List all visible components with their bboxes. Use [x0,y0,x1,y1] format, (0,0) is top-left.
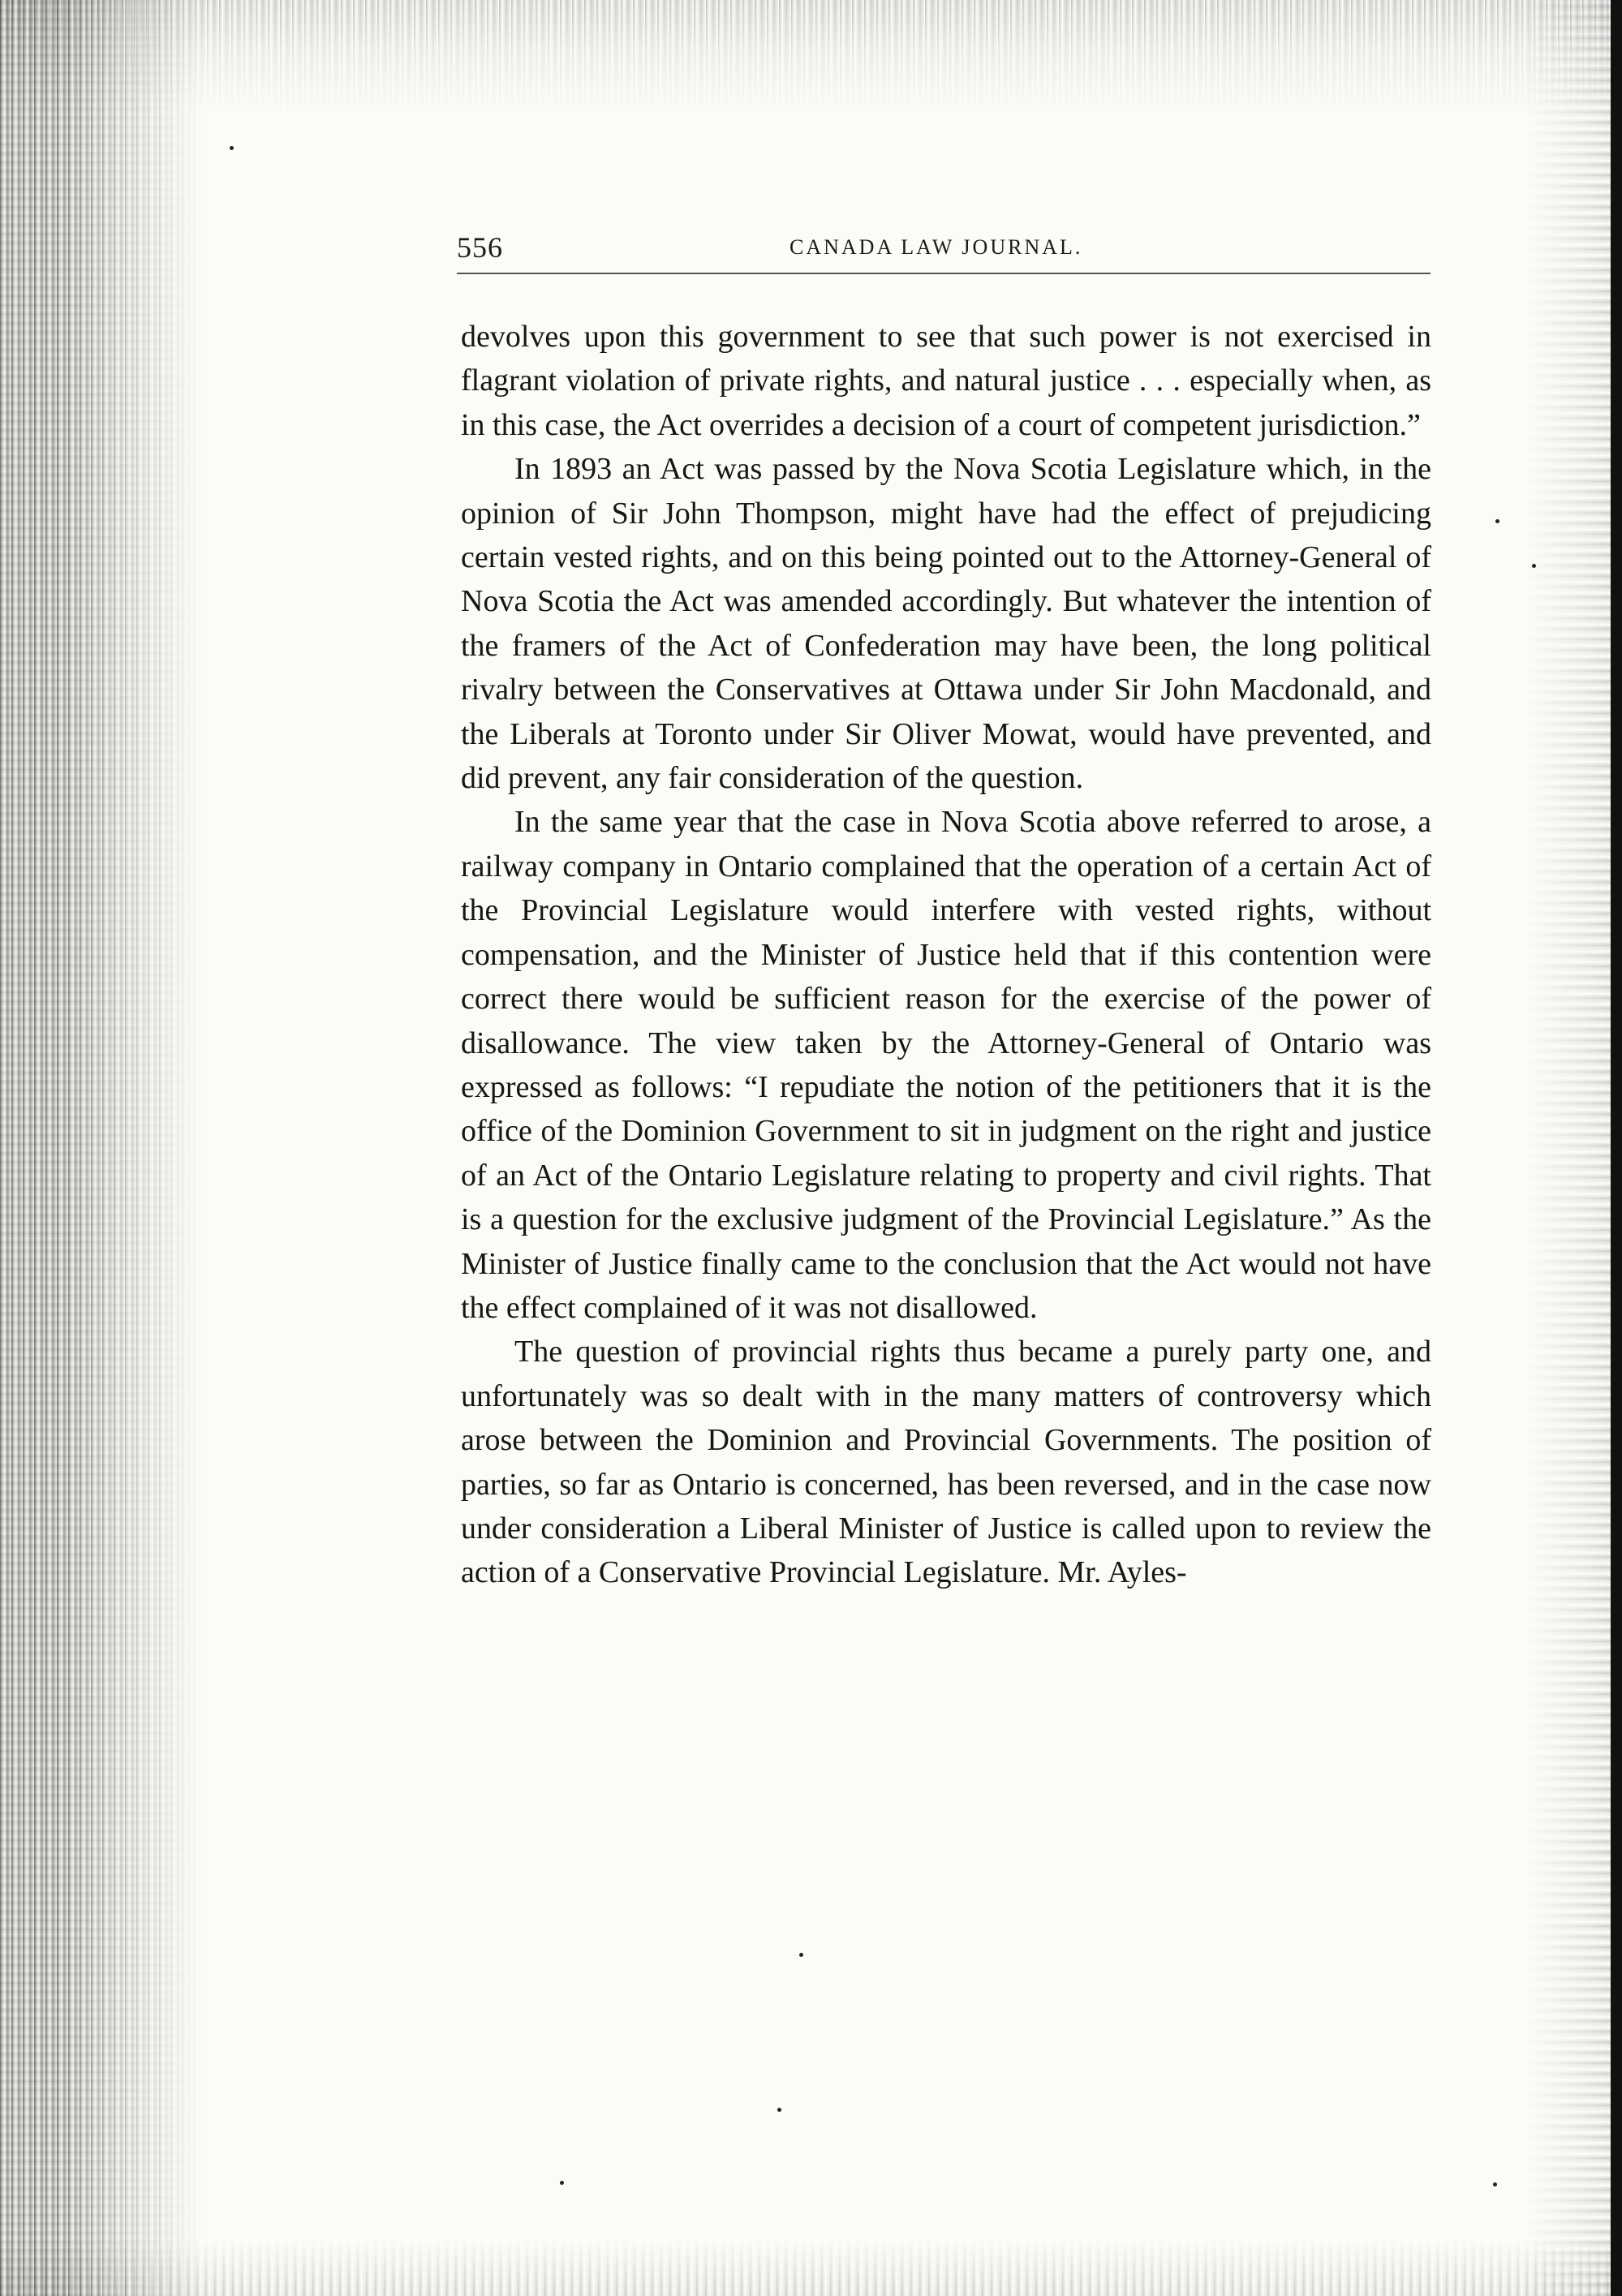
scan-edge-right [1611,0,1622,2296]
scan-shadow-top [0,0,1622,114]
page-header [457,230,1431,279]
scan-speck [230,146,234,150]
scan-speck [1493,2182,1497,2186]
paragraph: The question of provincial rights thus became a purely party one, and unfortunately was so dealt with in the many matters of controversy which arose between the Dominion and Provincial Governments. The position of parties, so far as Ontario is concerned, has been reversed, and in the case now under consideration a Liberal Minister of Justice is called upon to review the action of a Conservative Provincial Legislature. Mr. Ayles- [461,1335,1431,1590]
scan-speck [560,2181,564,2185]
scan-speck [1495,519,1499,523]
paragraph: In the same year that the case in Nova Scotia above referred to arose, a railway company in Ontario complained that the operation of a certain Act of the Provincial Legislature would interfere with vested rights, without compensation, and the Minister of Justice held that if this contention were correct there would be sufficient reason for the exercise of the power of disallowance. The view taken by the Attorney-General of Ontario was expressed as follows: “I repudiate the notion of the petitioners that it is the office of the Dominion Government to sit in judgment on the right and justice of an Act of the Ontario Legislature relating to property and civil rights. That is a question for the exclusive judgment of the Provincial Legislature.” As the Minister of Justice finally came to the conclusion that the Act would not have the effect complained of it was not disallowed. [461,805,1431,1325]
scan-speck [799,1953,803,1957]
scan-shadow-left [0,0,203,2296]
body-text [461,315,1431,1595]
scan-shadow-bottom [0,2239,1622,2296]
header-rule [457,273,1431,274]
running-head: CANADA LAW JOURNAL. [789,235,1083,259]
page-number: 556 [457,231,503,264]
scan-speck [777,2108,781,2112]
paragraph: devolves upon this government to see that such power is not exercised in flagrant violation of private rights, and natural justice . . . especially when, as in this case, the Act overrides a decision of a court of competent jurisdiction.” [461,320,1431,442]
paragraph: In 1893 an Act was passed by the Nova Scotia Legislature which, in the opinion of Sir John Thompson, might have had the effect of prejudicing certain vested rights, and on this being pointed out to the Attorney-General of Nova Scotia the Act was amended accordingly. But whatever the intention of the framers of the Act of Confederation may have been, the long political rivalry between the Conservatives at Ottawa under Sir John Macdonald, and the Liberals at Toronto under Sir Oliver Mowat, would have prevented, and did prevent, any fair consideration of the question. [461,452,1431,796]
scan-speck [1532,564,1536,568]
scan-shadow-right [1525,0,1622,2296]
